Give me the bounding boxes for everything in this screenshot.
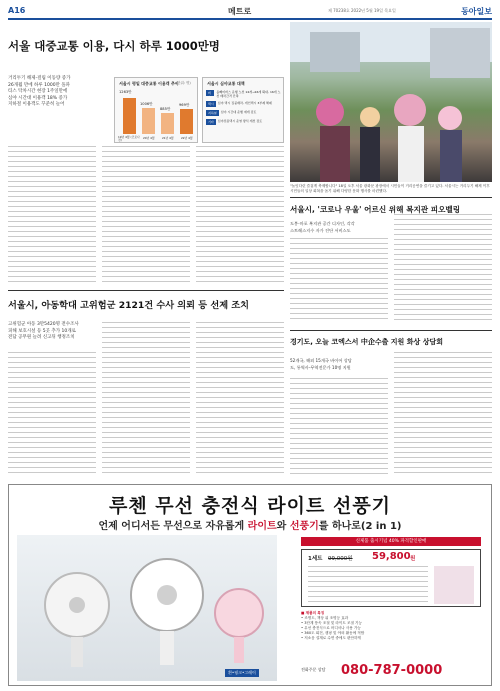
divider (290, 330, 492, 331)
article3-body-col1 (8, 352, 96, 474)
article4-sub-line: 52개국, 해외 15개국 바이어 상담 (290, 358, 352, 363)
table-row (206, 101, 282, 107)
article3-sub-line: 피해 보호시설 등 5곳 추가 10개로 (8, 328, 76, 334)
color-tag: 흰•핑크•그레이 (225, 669, 259, 677)
ad-subtitle (9, 517, 491, 532)
price-unit: 원 (410, 556, 416, 562)
price-label: 1세트 (308, 556, 323, 562)
bar-label: 885만 (160, 107, 171, 111)
paper-name: 동아일보 (461, 7, 492, 16)
chart-title: 서울시 평일 대중교통 이용객 추이 (119, 81, 179, 86)
article2-sub-line: 스트레스지수 자가 진단 서비스도 (290, 227, 351, 233)
phone-number[interactable]: 080-787-0000 (341, 663, 443, 678)
ad-subtitle-text: 언제 어디서든 무선으로 자유롭게 (98, 521, 248, 532)
table-row (206, 110, 282, 116)
article1-sub-line: 거리두기 해제-걸림 이동량 증가 (8, 76, 71, 81)
fan-illustration (17, 535, 277, 681)
x-tick: 21년 4월 (162, 136, 174, 140)
article1-sub-line: 26개월 만에 하루 1000만 돌파 (8, 82, 71, 88)
bar-label: 969만 (179, 103, 190, 107)
x-tick: 22년 4월 (181, 136, 193, 140)
feature-item: • 저소음 설계로 수면 중에도 편안하게 (301, 636, 361, 640)
ad-subtitle-highlight: 라이트 (247, 521, 277, 532)
divider (290, 197, 492, 198)
ridership-chart (114, 77, 198, 143)
bar-2022 (180, 109, 193, 134)
old-price: 99,000원 (328, 556, 353, 562)
article3-body-col2 (102, 322, 190, 474)
article2-headline: 서울시, '코로나 우울' 어르신 위해 복지관 피오벨링 (290, 205, 461, 214)
article3-body-col3 (196, 322, 284, 474)
feature-item: • 무선 충전식으로 어디서나 사용 가능 (301, 626, 361, 630)
article3-headline: 서울시, 아동학대 고위험군 2121건 수사 의뢰 등 선제 조치 (8, 300, 250, 311)
product-thumb (434, 566, 474, 604)
article1-headline: 서울 대중교통 이용, 다시 하루 1000만명 (8, 39, 220, 53)
discount-badge: 신제품 출시기념 40% 파격할인판매 (301, 537, 481, 546)
phone-label: 전화주문 상담 (301, 667, 326, 672)
feature-item: • 360도 회전, 캠핑 및 야외 활동에 적합 (301, 631, 365, 635)
article1-sub-line: 심야 시간대 이용객 18% 증가 (8, 95, 68, 101)
ad-subtitle-text: 와 (276, 521, 290, 532)
page-number: A16 (8, 6, 26, 15)
article1-body-col2 (102, 146, 190, 282)
article4-sub-line: 도, 통역사-무역전문가 10명 지원 (290, 364, 351, 370)
x-tick: 20년 4월 (143, 136, 155, 140)
table-row (206, 90, 282, 98)
article1-sub-line: 티스 탁차시간 현장 1주일만에 (8, 89, 68, 94)
row-tag: 택시 (208, 102, 214, 106)
article4-body-col2 (394, 352, 492, 474)
article1-sub-line: 지하철 이용객도 꾸준히 늘어 (8, 102, 65, 107)
bar-label: 1263만 (119, 90, 132, 94)
page-header (8, 6, 492, 20)
chart-unit: (단위: 명) (176, 81, 191, 85)
table-rows (206, 90, 282, 125)
row-tag: 기타 (208, 120, 214, 124)
article4-body-col1 (290, 378, 388, 474)
ad-subtitle-highlight: 선풍기 (289, 521, 319, 532)
feature-item: • 3단계 풍속 조절 및 라이트 조절 기능 (301, 621, 363, 625)
row-tag: 지하철 (208, 111, 217, 115)
article2-body-col1 (290, 238, 388, 320)
features-list (301, 611, 481, 641)
row-tag: 버스 (206, 90, 214, 96)
divider (8, 290, 284, 291)
article1-body-col1 (8, 146, 96, 282)
article2-subheadings (290, 221, 390, 234)
festival-photo (290, 22, 492, 182)
article3-subheadings (8, 322, 112, 342)
row-text: 심야전용택시 운영 방식 개선 검토 (217, 119, 263, 123)
article4-headline: 경기도, 오늘 코엑스서 中企수출 지원 화상 상담회 (290, 338, 443, 346)
bar-label: 1006만 (140, 102, 153, 106)
article3-sub-line: 고위험군 아동 3만5420명 전수조사 (8, 322, 79, 327)
feature-item: • 조명도, 책상 위 조명등 효과 (301, 616, 349, 620)
new-price: 59,800 (372, 551, 411, 562)
table-row (206, 119, 282, 125)
photo-caption: "놀잇다린 즐겁게 축제합니다" 18일 오후 서울 광화문 광장에서 시민들이 거리공연을 즐기고 있다. 서울시는 거리두기 해제 이후 시민들의 일상 회복을 돕기 위해 다양한 문화 행사를 마련했다. (290, 184, 490, 193)
section-name: 메트로 (228, 7, 252, 16)
spec-lines (308, 566, 428, 604)
table-title: 서울시 심야교통 대책 (207, 81, 245, 86)
features-title: ■ 제품의 특징 (301, 611, 325, 615)
product-image (17, 535, 277, 681)
ad-subtitle-text: 를 하나로(2 in 1) (318, 521, 402, 532)
row-text: 심야 택시 집중배차, 개인택시 3부제 해제 (217, 101, 272, 105)
crowd-illustration (290, 22, 492, 182)
article2-body-col2 (394, 214, 492, 320)
article2-sub-line: 도봉-마포 복지관 공간 디자인, 각각 (290, 221, 355, 226)
late-night-table (202, 77, 284, 143)
article3-sub-line: 전담 공무원 늘려 신고뒤 행정조치 (8, 335, 75, 340)
bar-2021 (161, 113, 174, 134)
article1-subheadings (8, 76, 112, 109)
ad-title: 루첸 무선 충전식 라이트 선풍기 (108, 495, 392, 517)
bar-2020 (142, 108, 155, 134)
advertisement (8, 484, 492, 686)
issue-info: 제 70238호 2022년 5월 19일 목요일 (328, 8, 396, 13)
row-text: 올빼미버스 운행 노선 14개→16개 확대, 16개 노선 배차간격 단축 (216, 90, 281, 98)
x-tick: 19년 4월 (코로나 전) (118, 135, 140, 142)
article1-body-col3 (196, 146, 284, 282)
bar-2019 (123, 98, 136, 134)
row-text: 심야 시간대 운행 재개 검토 (220, 110, 257, 114)
article4-subheadings (290, 358, 388, 371)
price-box (301, 549, 481, 607)
